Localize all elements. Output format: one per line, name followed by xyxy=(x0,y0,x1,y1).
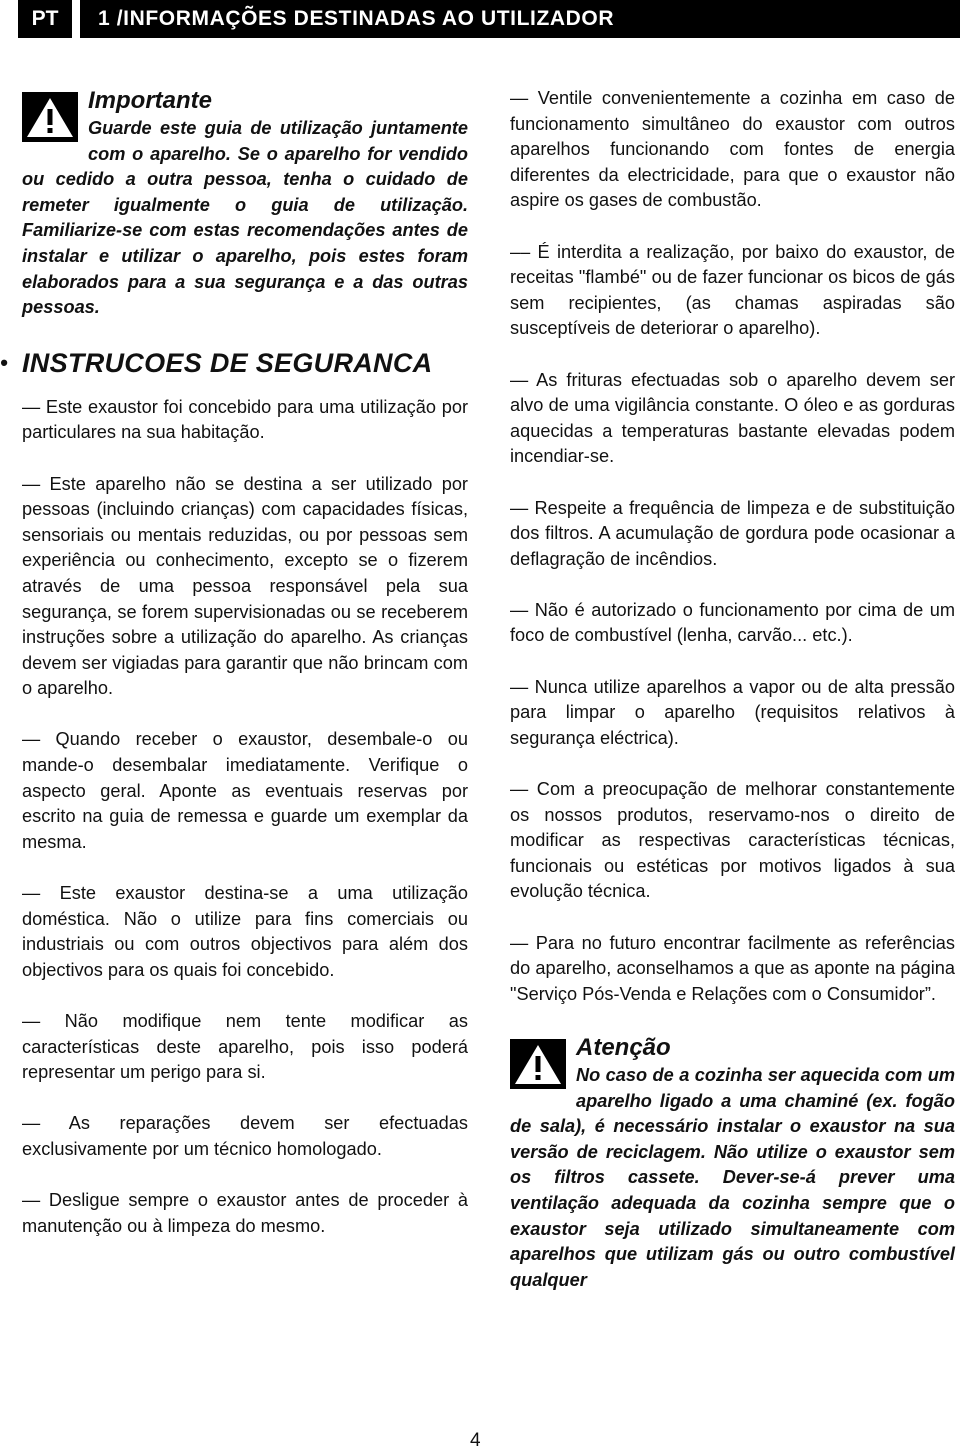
attention-text: No caso de a cozinha ser aquecida com um aparelho ligado a uma chaminé (ex. fogão de sala), é necessário instalar o exaustor na sua versão de reciclagem. Não utilize o exaustor sem os filtros cassete. Dever-se-á prever uma ventilação adequada da cozinha sempre que o exaustor seja utilizado simultaneamente com aparelhos que utilizam gás ou outro combustível qualquer xyxy=(510,1064,955,1290)
safety-paragraph: — Não é autorizado o funcionamento por cima de um foco de combustível (lenha, carvão... etc.). xyxy=(510,599,955,646)
safety-paragraph: — Não modifique nem tente modificar as características deste aparelho, pois isso poderá representar um perigo para si. xyxy=(22,1011,468,1083)
safety-paragraph: –– É interdita a realização, por baixo do exaustor, de receitas "flambé" ou de fazer funcionar os bicos de gás sem recipientes, (as chamas aspiradas são susceptíveis de deteriorar o aparelho). xyxy=(510,241,955,339)
important-text: Guarde este guia de utilização juntamente com o aparelho. Se o aparelho for vendido ou cedido a outra pessoa, tenha o cuidado de remeter igualmente o guia de utilização. Familiarize-se com estas recomendações antes de instalar e utilizar o aparelho, pois estes foram elaborados para a sua segurança e a das outras pessoas. xyxy=(22,118,468,318)
attention-notice xyxy=(510,1033,955,1293)
safety-section-heading xyxy=(0,347,468,379)
warning-icon xyxy=(22,92,78,142)
safety-paragraph: — Para no futuro encontrar facilmente as referências do aparelho, aconselhamos a que as aponte na página "Serviço Pós-Venda e Relações com o Consumidor”. xyxy=(510,932,955,1004)
important-title: Importante xyxy=(88,87,213,114)
safety-section-title: INSTRUCOES DE SEGURANCA xyxy=(22,347,433,378)
safety-paragraph: — Com a preocupação de melhorar constantemente os nossos produtos, reservamo-nos o direito de modificar as respectivas características técnicas, funcionais ou estéticas por motivos ligados à sua evolução técnica. xyxy=(510,779,955,902)
left-column xyxy=(0,86,468,1239)
bullet-icon: • xyxy=(0,349,9,375)
safety-paragraph: — Este aparelho não se destina a ser utilizado por pessoas (incluindo crianças) com capacidades físicas, sensoriais ou mentais reduzidas, ou por pessoas sem experiência ou conhecimento, excepto se o fizerem através de uma pessoa responsável pela sua segurança, se forem supervisionadas ou se receberem instruções sobre a utilização do aparelho. As crianças devem ser vigiadas para garantir que não brincam com o aparelho. xyxy=(22,473,468,699)
safety-paragraph: — Este exaustor foi concebido para uma utilização por particulares na sua habitação. xyxy=(22,396,468,443)
safety-paragraph: — Desligue sempre o exaustor antes de proceder à manutenção ou à limpeza do mesmo. xyxy=(22,1190,468,1236)
important-notice xyxy=(22,86,468,321)
safety-paragraph: — Respeite a frequência de limpeza e de substituição dos filtros. A acumulação de gordura pode ocasionar a deflagração de incêndios. xyxy=(510,497,955,569)
safety-paragraph: — Ventile convenientemente a cozinha em caso de funcionamento simultâneo do exaustor com outros aparelhos funcionando com fontes de energia diferentes da electricidade, para que o exaustor não aspire os gases de combustão. xyxy=(510,88,955,211)
section-header-title: 1 /INFORMAÇÕES DESTINADAS AO UTILIZADOR xyxy=(80,0,960,38)
language-badge: PT xyxy=(18,0,72,38)
right-column xyxy=(510,86,955,1293)
safety-paragraph: — As frituras efectuadas sob o aparelho devem ser alvo de uma vigilância constante. O óleo e as gorduras aquecidas a temperaturas bastante elevadas podem incendiar-se. xyxy=(510,369,955,467)
attention-title: Atenção xyxy=(576,1033,671,1061)
safety-paragraph: — Quando receber o exaustor, desembale-o ou mande-o desembalar imediatamente. Verifique o aspecto geral. Aponte as eventuais reservas por escrito na guia de remessa e guarde um exemplar da mesma. xyxy=(22,729,468,852)
safety-paragraph: — As reparações devem ser efectuadas exclusivamente por um técnico homologado. xyxy=(22,1113,468,1159)
safety-paragraph: — Nunca utilize aparelhos a vapor ou de alta pressão para limpar o aparelho (requisitos relativos à segurança eléctrica). xyxy=(510,676,955,748)
warning-icon xyxy=(510,1039,566,1089)
safety-paragraph: — Este exaustor destina-se a uma utilização doméstica. Não o utilize para fins comerciais ou industriais ou com outros objectivos para além dos objectivos para os quais foi concebido. xyxy=(22,883,468,980)
page-number: 4 xyxy=(470,1430,481,1451)
